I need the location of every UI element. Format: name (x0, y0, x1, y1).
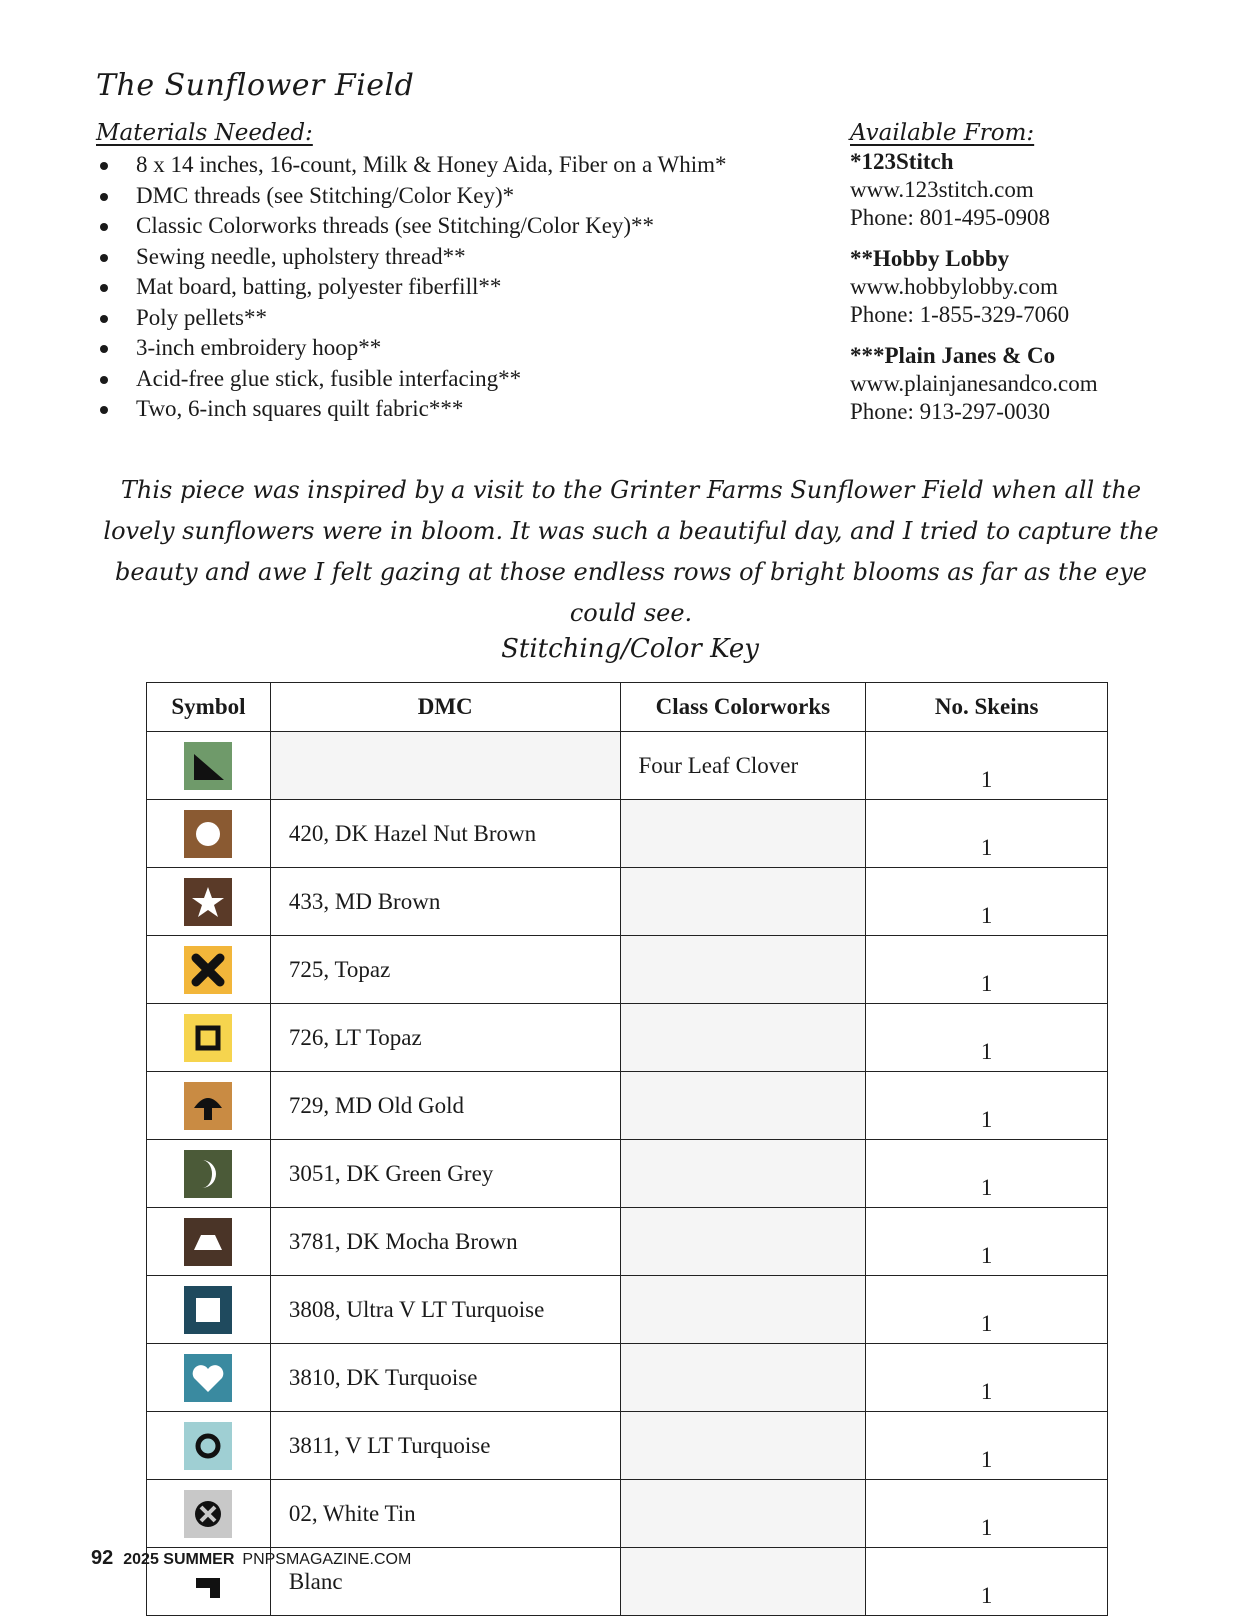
triangle-symbol-icon (184, 742, 232, 790)
dmc-cell: Blanc (270, 1548, 620, 1616)
class-colorworks-cell (620, 1072, 866, 1140)
skeins-cell: 1 (866, 800, 1108, 868)
table-row (147, 1208, 1108, 1276)
dmc-cell: 3051, DK Green Grey (270, 1140, 620, 1208)
materials-list (96, 150, 796, 425)
materials-item: Acid-free glue stick, fusible interfacing** (96, 364, 796, 395)
header-dmc: DMC (270, 683, 620, 732)
dmc-cell: 02, White Tin (270, 1480, 620, 1548)
class-colorworks-cell (620, 868, 866, 936)
table-row (147, 1344, 1108, 1412)
symbol-cell (147, 1072, 271, 1140)
table-row (147, 1140, 1108, 1208)
source-hobby-lobby (850, 245, 1250, 329)
dmc-cell: 3781, DK Mocha Brown (270, 1208, 620, 1276)
class-colorworks-cell (620, 1548, 866, 1616)
dmc-cell: 433, MD Brown (270, 868, 620, 936)
class-colorworks-cell (620, 1344, 866, 1412)
materials-item: Two, 6-inch squares quilt fabric*** (96, 394, 796, 425)
square-outline-symbol-icon (184, 1014, 232, 1062)
skeins-cell: 1 (866, 1548, 1108, 1616)
color-key-table (146, 682, 1108, 1616)
class-colorworks-cell (620, 1480, 866, 1548)
page-footer (91, 1547, 411, 1570)
dmc-cell: 3810, DK Turquoise (270, 1344, 620, 1412)
materials-section (96, 120, 796, 425)
table-row (147, 1412, 1108, 1480)
skeins-cell: 1 (866, 1480, 1108, 1548)
materials-item: 3-inch embroidery hoop** (96, 333, 796, 364)
symbol-cell (147, 1344, 271, 1412)
site-label: PNPSMAGAZINE.COM (242, 1551, 412, 1568)
class-colorworks-cell (620, 936, 866, 1004)
source-123stitch (850, 148, 1250, 232)
skeins-cell: 1 (866, 1072, 1108, 1140)
symbol-cell (147, 732, 271, 800)
skeins-cell: 1 (866, 732, 1108, 800)
table-row (147, 1004, 1108, 1072)
class-colorworks-cell (620, 1208, 866, 1276)
symbol-cell (147, 1276, 271, 1344)
source-plain-janes (850, 342, 1250, 426)
source-phone: Phone: 913-297-0030 (850, 399, 1050, 424)
square-white-symbol-icon (184, 1286, 232, 1334)
color-key-title: Stitching/Color Key (501, 634, 759, 664)
trapezoid-symbol-icon (184, 1218, 232, 1266)
page-title: The Sunflower Field (96, 68, 415, 103)
materials-item: Mat board, batting, polyester fiberfill** (96, 272, 796, 303)
dmc-cell: 726, LT Topaz (270, 1004, 620, 1072)
symbol-cell (147, 936, 271, 1004)
class-colorworks-cell (620, 1140, 866, 1208)
materials-item: Classic Colorworks threads (see Stitching/Color Key)** (96, 211, 796, 242)
class-colorworks-cell (620, 1276, 866, 1344)
materials-item: Sewing needle, upholstery thread** (96, 242, 796, 273)
header-class-colorworks: Class Colorworks (620, 683, 866, 732)
symbol-cell (147, 868, 271, 936)
skeins-cell: 1 (866, 1140, 1108, 1208)
symbol-cell (147, 1208, 271, 1276)
skeins-cell: 1 (866, 1344, 1108, 1412)
source-name: ***Plain Janes & Co (850, 343, 1056, 368)
dmc-cell: 729, MD Old Gold (270, 1072, 620, 1140)
source-name: *123Stitch (850, 149, 954, 174)
skeins-cell: 1 (866, 1276, 1108, 1344)
table-row (147, 1072, 1108, 1140)
table-row (147, 1480, 1108, 1548)
table-row (147, 936, 1108, 1004)
dmc-cell: 3808, Ultra V LT Turquoise (270, 1276, 620, 1344)
crescent-symbol-icon (184, 1150, 232, 1198)
skeins-cell: 1 (866, 1208, 1108, 1276)
table-row (147, 732, 1108, 800)
star-symbol-icon (184, 878, 232, 926)
x-symbol-icon (184, 946, 232, 994)
symbol-cell (147, 1412, 271, 1480)
mushroom-symbol-icon (184, 1082, 232, 1130)
dmc-cell: 3811, V LT Turquoise (270, 1412, 620, 1480)
materials-item: 8 x 14 inches, 16-count, Milk & Honey Aida, Fiber on a Whim* (96, 150, 796, 181)
circle-x-symbol-icon (184, 1490, 232, 1538)
symbol-cell (147, 1004, 271, 1072)
source-url: www.plainjanesandco.com (850, 371, 1098, 396)
source-phone: Phone: 801-495-0908 (850, 205, 1050, 230)
materials-item: DMC threads (see Stitching/Color Key)* (96, 181, 796, 212)
table-row (147, 868, 1108, 936)
symbol-cell (147, 1140, 271, 1208)
page-number: 92 (91, 1547, 114, 1569)
class-colorworks-cell (620, 800, 866, 868)
symbol-cell (147, 800, 271, 868)
skeins-cell: 1 (866, 1004, 1108, 1072)
symbol-cell (147, 1480, 271, 1548)
source-phone: Phone: 1-855-329-7060 (850, 302, 1070, 327)
skeins-cell: 1 (866, 1412, 1108, 1480)
dmc-cell: 725, Topaz (270, 936, 620, 1004)
class-colorworks-cell (620, 1004, 866, 1072)
intro-paragraph: This piece was inspired by a visit to the Grinter Farms Sunflower Field when all the lovely sunflowers were in bloom. It was such a beautiful day, and I tried to capture the beauty and awe I felt gazing at those endless rows of bright blooms as far as the eye could see. (103, 476, 1159, 627)
dmc-cell (270, 732, 620, 800)
class-colorworks-cell (620, 1412, 866, 1480)
dmc-cell: 420, DK Hazel Nut Brown (270, 800, 620, 868)
available-heading: Available From: (850, 120, 1035, 146)
skeins-cell: 1 (866, 868, 1108, 936)
source-url: www.123stitch.com (850, 177, 1034, 202)
skeins-cell: 1 (866, 936, 1108, 1004)
header-skeins: No. Skeins (866, 683, 1108, 732)
ring-symbol-icon (184, 1422, 232, 1470)
source-url: www.hobbylobby.com (850, 274, 1058, 299)
table-row (147, 1276, 1108, 1344)
table-header-row (147, 683, 1108, 732)
header-symbol: Symbol (147, 683, 271, 732)
circle-symbol-icon (184, 810, 232, 858)
heart-symbol-icon (184, 1354, 232, 1402)
source-name: **Hobby Lobby (850, 246, 1010, 271)
materials-heading: Materials Needed: (96, 120, 313, 146)
issue-label: 2025 SUMMER (123, 1551, 235, 1568)
available-from-section (850, 120, 1250, 439)
class-colorworks-cell: Four Leaf Clover (620, 732, 866, 800)
table-row (147, 800, 1108, 868)
materials-item: Poly pellets** (96, 303, 796, 334)
